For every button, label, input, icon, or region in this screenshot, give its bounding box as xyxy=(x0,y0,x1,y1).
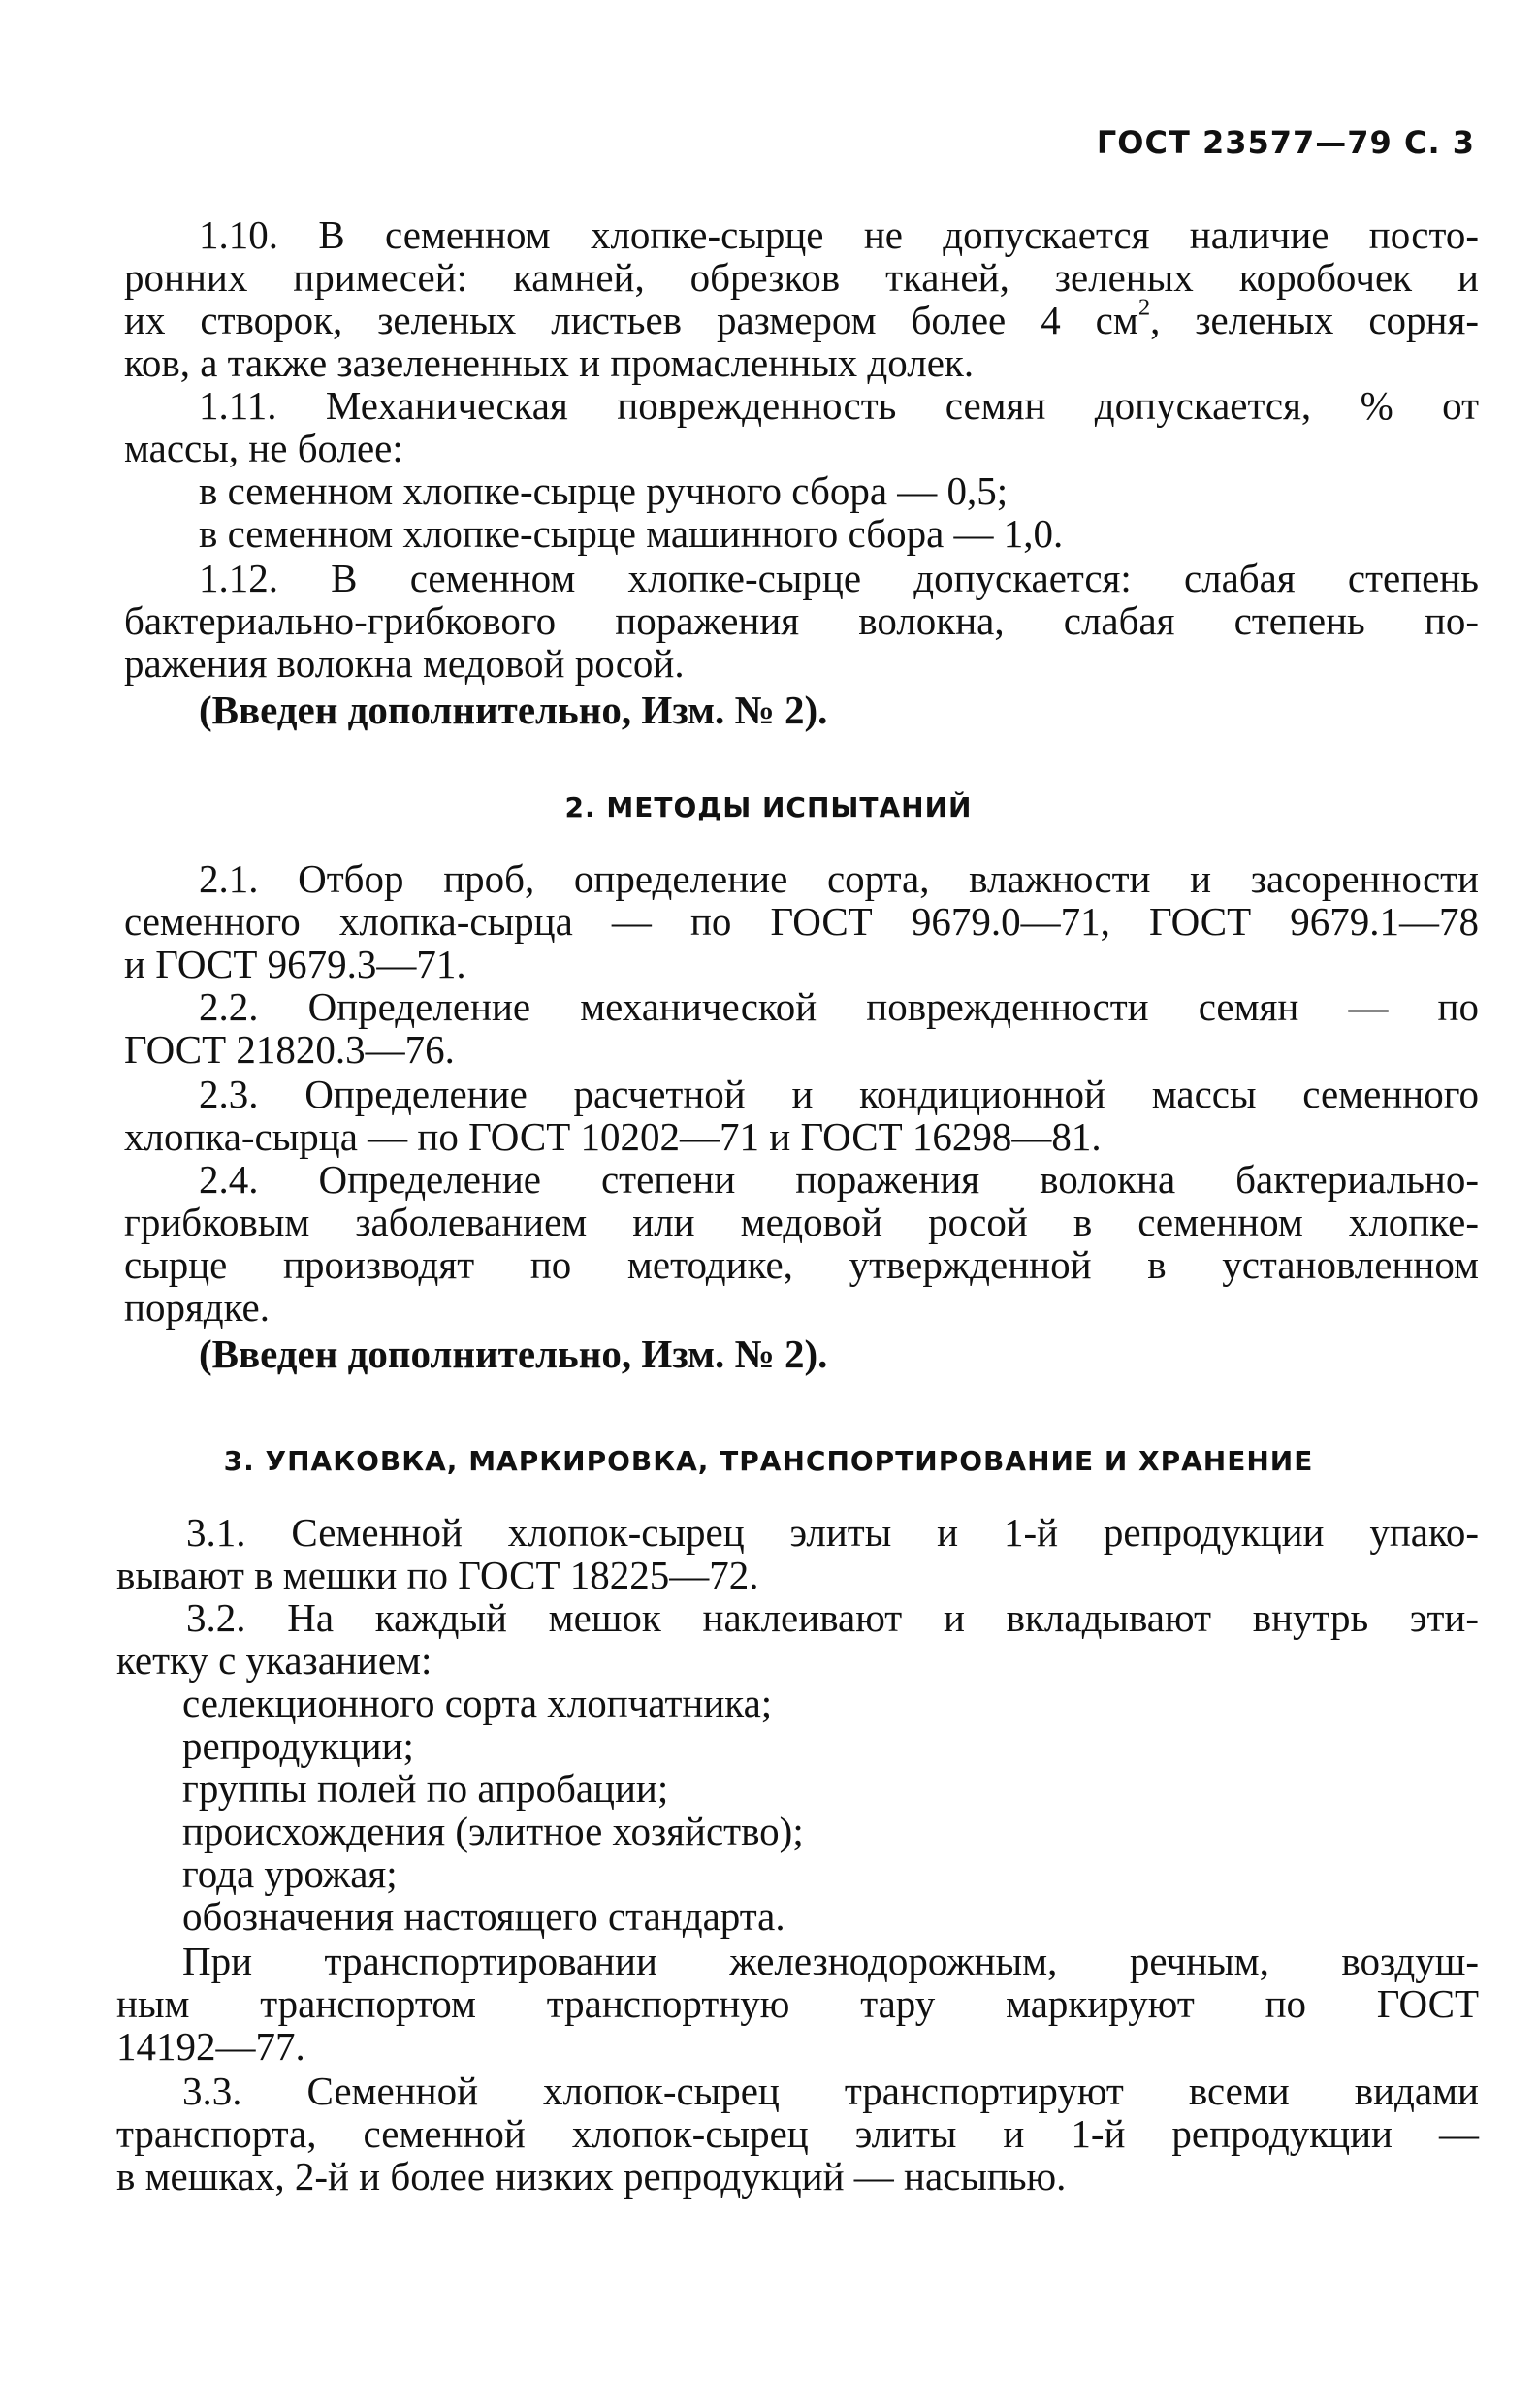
text-line: 3.3. Семенной хлопок-сырец транспортируют всеми видами xyxy=(182,2069,1479,2113)
text-line: При транспортировании железнодорожным, речным, воздуш- xyxy=(182,1939,1479,1983)
text-line: в мешках, 2-й и более низких репродукций — насыпью. xyxy=(116,2154,1067,2199)
list-item: года урожая; xyxy=(182,1851,398,1896)
text-line: хлопка-сырца — по ГОСТ 10202—71 и ГОСТ 16298—81. xyxy=(124,1114,1102,1159)
text-line: в семенном хлопке-сырце машинного сбора — 1,0. xyxy=(199,511,1064,556)
text-line: ков, а также зазелененных и промасленных долек. xyxy=(124,340,975,385)
text-line: и ГОСТ 9679.3—71. xyxy=(124,942,466,986)
text-line: ражения волокна медовой росой. xyxy=(124,641,685,686)
section-title: 2. МЕТОДЫ ИСПЫТАНИЙ xyxy=(564,791,973,823)
text-line: семенного хлопка-сырца — по ГОСТ 9679.0—71, ГОСТ 9679.1—78 xyxy=(124,899,1479,944)
text-line: 3.1. Семенной хлопок-сырец элиты и 1-й репродукции упако- xyxy=(186,1510,1479,1555)
list-item: происхождения (элитное хозяйство); xyxy=(182,1809,804,1853)
text-line: 14192—77. xyxy=(116,2024,305,2069)
text-line: порядке. xyxy=(124,1285,271,1330)
text-line: 2.2. Определение механической поврежденности семян — по xyxy=(199,984,1479,1029)
list-item: обозначения настоящего стандарта. xyxy=(182,1894,785,1939)
text-line: кетку с указанием: xyxy=(116,1638,432,1683)
text-line: 1.12. В семенном хлопке-сырце допускается: слабая степень xyxy=(199,556,1479,600)
list-item: группы полей по апробации; xyxy=(182,1766,669,1811)
text-line: транспорта, семенной хлопок-сырец элиты и 1-й репродукции — xyxy=(116,2111,1479,2156)
amendment-note: (Введен дополнительно, Изм. № 2). xyxy=(199,688,828,732)
text-line: сырце производят по методике, утвержденной в установленном xyxy=(124,1242,1479,1287)
text-line: 2.1. Отбор проб, определение сорта, влажности и засоренности xyxy=(199,856,1479,901)
section-title: 3. УПАКОВКА, МАРКИРОВКА, ТРАНСПОРТИРОВАНИЕ И ХРАНЕНИЕ xyxy=(223,1445,1314,1477)
page-header: ГОСТ 23577—79 С. 3 xyxy=(1096,124,1475,161)
text-line: ронних примесей: камней, обрезков тканей, зеленых коробочек и xyxy=(124,255,1479,300)
text-line: 1.10. В семенном хлопке-сырце не допускается наличие посто- xyxy=(199,212,1479,257)
text-line: в семенном хлопке-сырце ручного сбора — 0,5; xyxy=(199,468,1009,513)
text-line: ным транспортом транспортную тару маркируют по ГОСТ xyxy=(116,1981,1479,2026)
text-line: 3.2. На каждый мешок наклеивают и вкладывают внутрь эти- xyxy=(186,1595,1479,1640)
text-line: массы, не более: xyxy=(124,426,403,470)
text-line: бактериально-грибкового поражения волокна, слабая степень по- xyxy=(124,598,1479,643)
amendment-note: (Введен дополнительно, Изм. № 2). xyxy=(199,1332,828,1376)
text-line: 1.11. Механическая поврежденность семян допускается, % от xyxy=(199,383,1479,428)
list-item: селекционного сорта хлопчатника; xyxy=(182,1681,773,1725)
text-line: 2.3. Определение расчетной и кондиционной массы семенного xyxy=(199,1072,1479,1116)
text-line: ГОСТ 21820.3—76. xyxy=(124,1027,455,1072)
list-item: репродукции; xyxy=(182,1723,414,1768)
text-line: грибковым заболеванием или медовой росой в семенном хлопке- xyxy=(124,1200,1479,1244)
text-line: их створок, зеленых листьев размером более 4 $см^2$, зеленых сорня- xyxy=(124,294,1479,342)
text-line: 2.4. Определение степени поражения волокна бактериально- xyxy=(199,1157,1479,1202)
text-line: вывают в мешки по ГОСТ 18225—72. xyxy=(116,1553,759,1597)
